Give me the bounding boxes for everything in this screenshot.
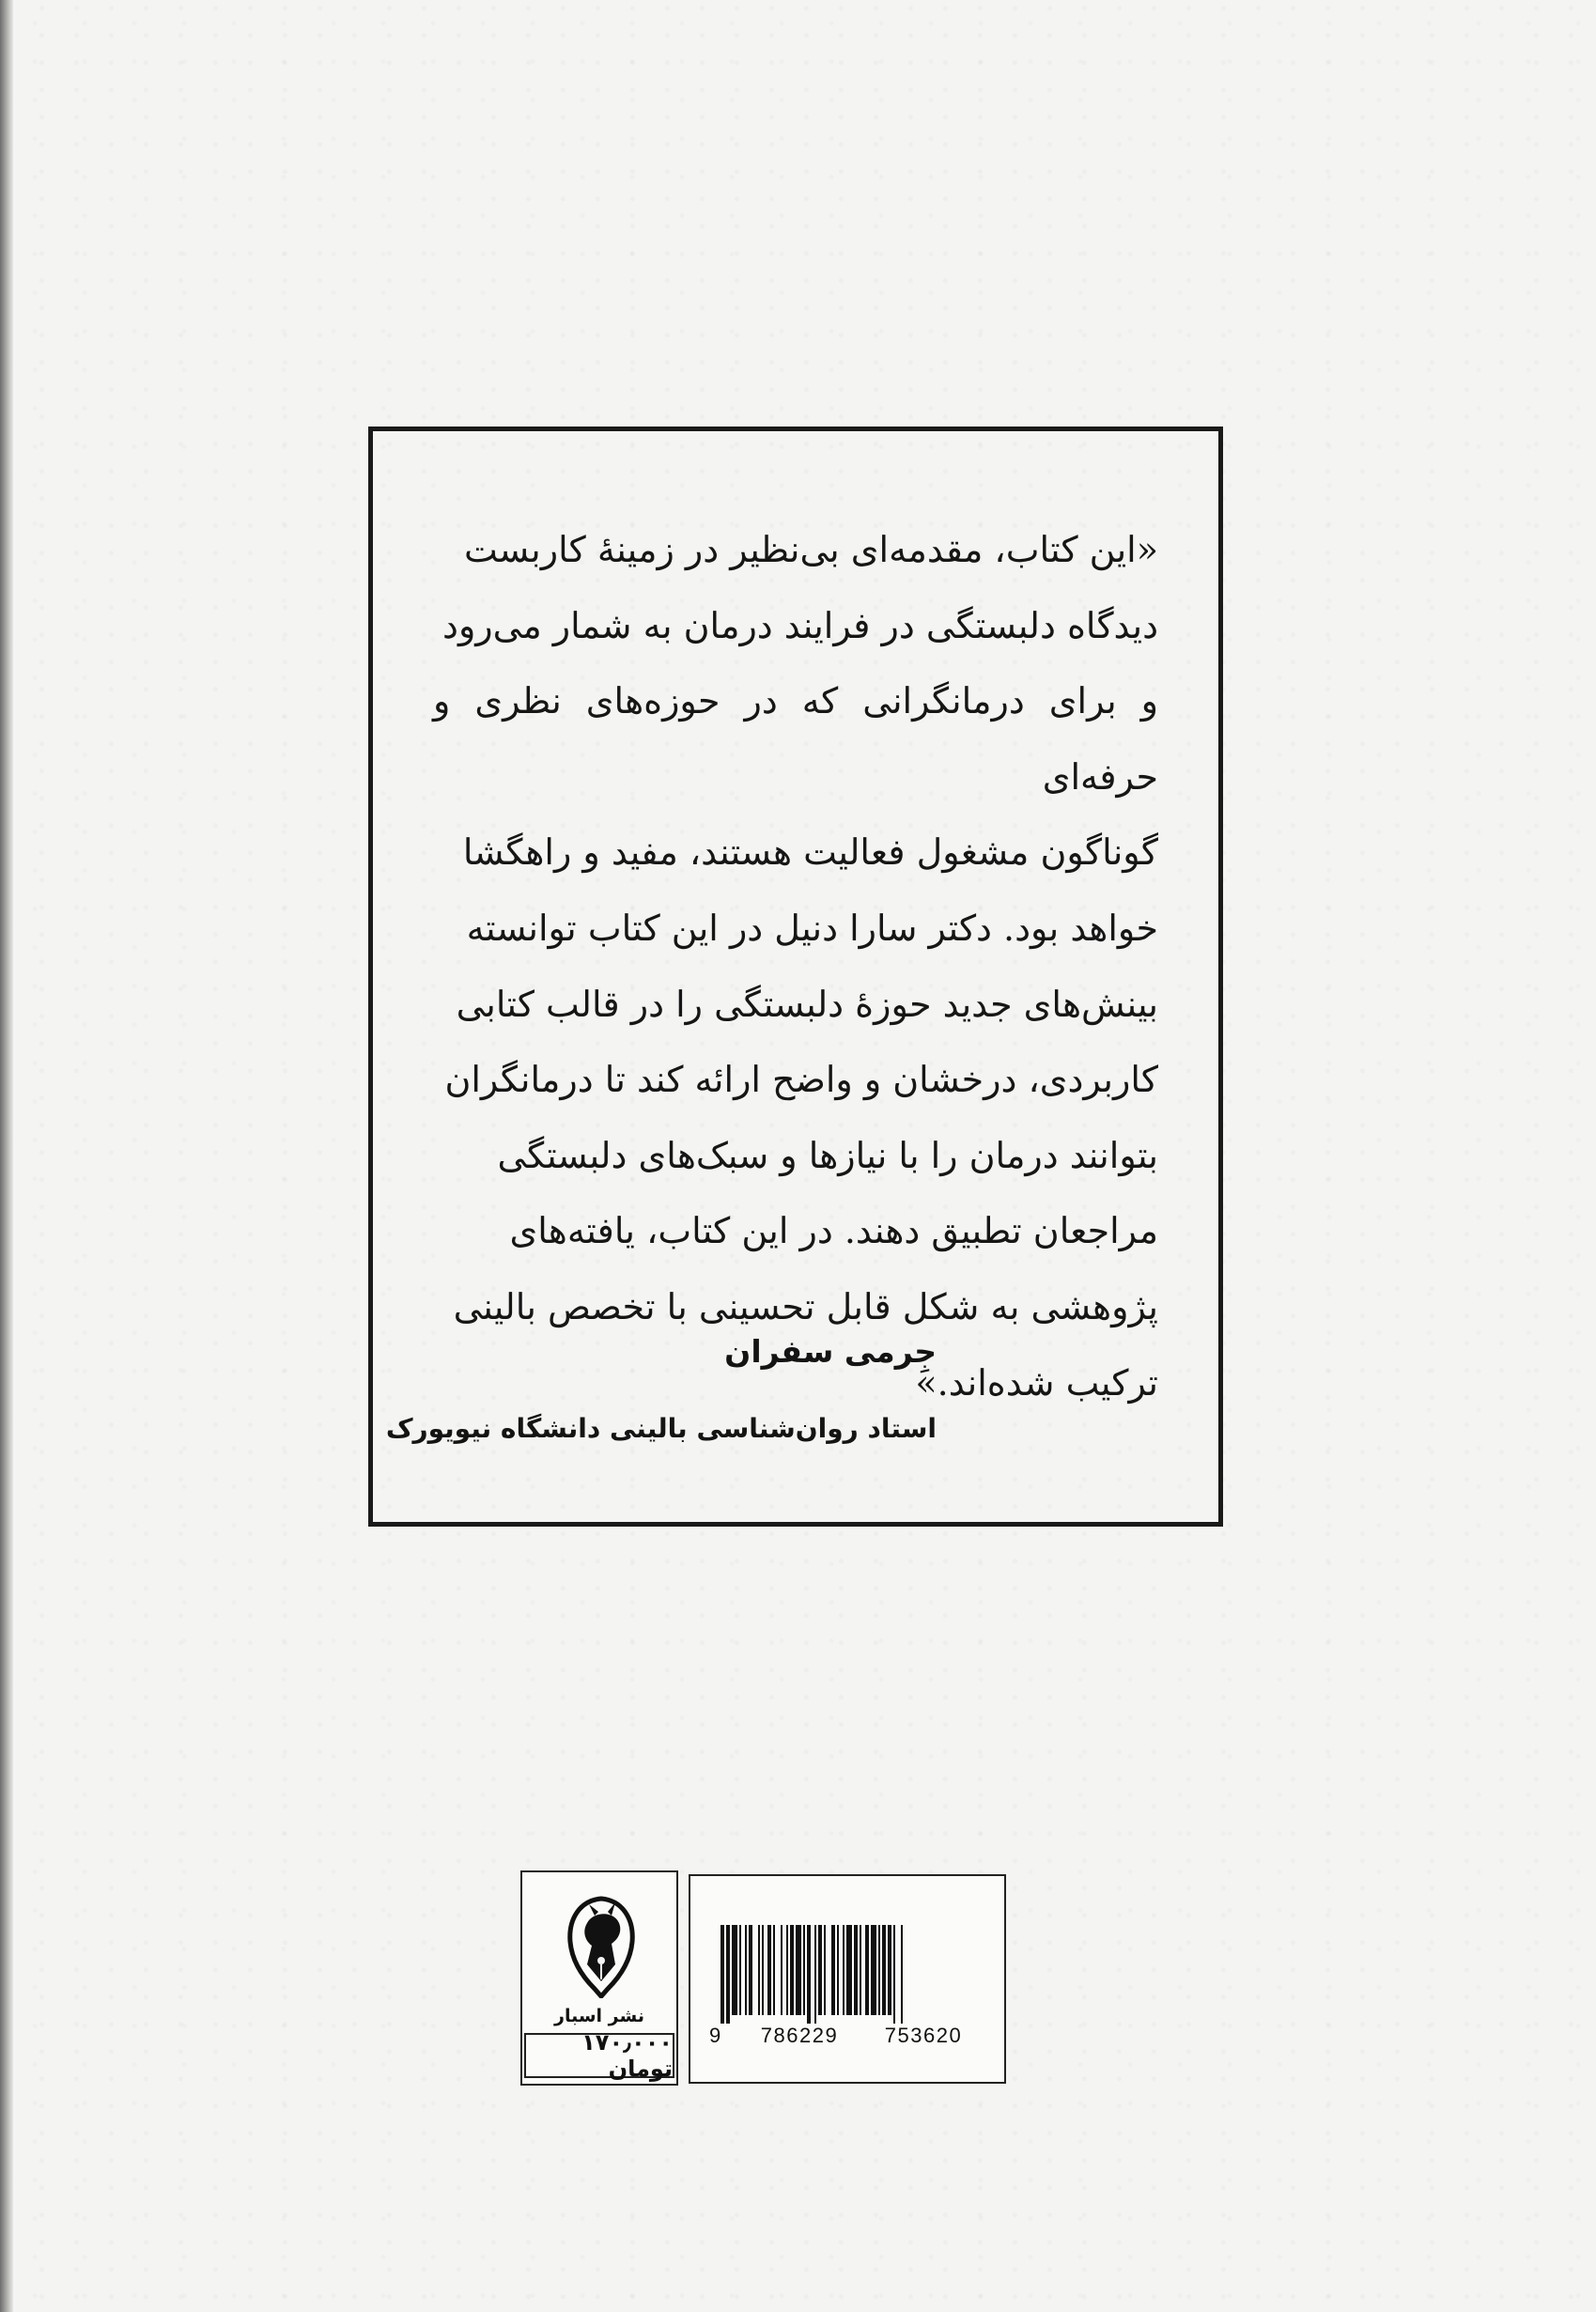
blurb-line: بینش‌های جدید حوزهٔ دلبستگی را در قالب کتابی [456,983,1158,1025]
horse-head-pen-nib-icon [561,1895,642,1998]
isbn-barcode [719,1925,991,2024]
barcode-bar [762,1925,764,2015]
barcode-box [689,1874,1006,2084]
blurb-line: کاربردی، درخشان و واضح ارائه کند تا درمانگران [444,1059,1158,1101]
barcode-bar [786,1925,788,2015]
barcode-bar [854,1925,858,2015]
barcode-bar [831,1925,835,2015]
author-affiliation: استاد روان‌شناسی بالینی دانشگاه نیویورک [385,1413,937,1444]
barcode-bar [846,1925,852,2015]
barcode-digits-last: 753620 [884,2024,963,2047]
blurb-text [433,512,1158,1420]
blurb-line: خواهد بود. دکتر سارا دنیل در این کتاب توانسته [466,907,1158,949]
barcode-bar [790,1925,794,2015]
barcode-bar [781,1925,783,2015]
blurb-line: مراجعان تطبیق دهند. در این کتاب، یافته‌های [509,1210,1158,1252]
barcode-digit-first: 9 [709,2024,721,2047]
blurb-line: گوناگون مشغول فعالیت هستند، مفید و راهگشا [462,831,1158,874]
barcode-bar [837,1925,839,2015]
publisher-box [520,1870,678,2086]
barcode-bar [803,1925,805,2015]
barcode-bar [901,1925,903,2024]
barcode-bar [749,1925,752,2015]
blurb-line: پژوهشی به شکل قابل تحسینی با تخصص بالینی [453,1285,1158,1327]
spine-edge [0,0,13,2312]
blurb-box [368,427,1223,1527]
blurb-line: بتوانند درمان را با نیازها و سبک‌های دلبستگی [497,1134,1158,1176]
barcode-bar [767,1925,771,2015]
barcode-bar [878,1925,880,2015]
barcode-bar [739,1925,741,2015]
price-label: ۱۷۰٫۰۰۰ تومان [524,2033,674,2078]
blurb-line: ترکیب شده‌اند.» [915,1361,1158,1404]
barcode-bar [814,1925,816,2024]
blurb-line: دیدگاه دلبستگی در فرایند درمان به شمار می‌رود [442,604,1158,646]
barcode-bar [758,1925,760,2015]
barcode-bar [871,1925,876,2015]
barcode-bar [745,1925,747,2015]
barcode-bar [860,1925,861,2015]
barcode-bar [796,1925,801,2015]
quote-author: جِرمی سفران [724,1333,937,1370]
barcode-bar [824,1925,826,2015]
barcode-number [709,2024,991,2048]
barcode-digits-mid: 786229 [760,2024,839,2047]
blurb-line: و برای درمانگرانی که در حوزه‌های نظری و حرفه‌ای [433,680,1158,798]
barcode-bar [882,1925,886,2015]
barcode-bar [726,1925,730,2024]
barcode-bar [721,1925,724,2024]
blurb-line: «این کتاب، مقدمه‌ای بی‌نظیر در زمینهٔ کاربست [463,529,1158,570]
publisher-name: نشر اسبار [554,2006,644,2026]
barcode-bar [732,1925,737,2015]
barcode-bar [893,1925,895,2024]
barcode-bar [843,1925,844,2015]
barcode-bar [865,1925,869,2015]
barcode-bar [818,1925,822,2015]
barcode-bar [773,1925,775,2015]
barcode-bar [807,1925,811,2024]
barcode-bar [888,1925,891,2015]
